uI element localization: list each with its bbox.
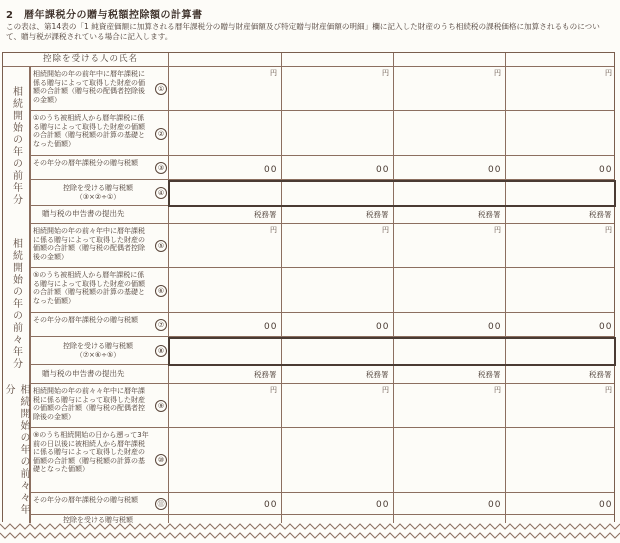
yen-unit: 円	[382, 69, 389, 77]
yen-unit: 円	[382, 386, 389, 394]
row-10: ⑨のうち相続開始の日から遡って3年前の日以後に被相続人から暦年課税に係る贈与によって取得した財産の価額の合計額（贈与税額の計算の基礎となった価額） ⑩	[30, 428, 614, 493]
yen-unit: 円	[382, 226, 389, 234]
zero-sen: 00	[599, 500, 613, 510]
yen-unit: 円	[270, 226, 277, 234]
row-6: ⑤のうち被相続人から暦年課税に係る贈与によって取得した財産の価額の合計額（贈与税額の計算の基礎となった価額） ⑥	[30, 268, 614, 313]
zero-sen: 00	[264, 322, 278, 332]
name-row-label: 控除を受ける人の氏名	[43, 54, 139, 64]
section-prior-year: 相続開始の年の前年分	[3, 67, 30, 224]
zero-sen: 00	[488, 165, 502, 175]
calculation-table	[2, 52, 615, 522]
yen-unit: 円	[494, 386, 501, 394]
tax-office-label: 税務署	[366, 210, 389, 219]
row-4-office: 贈与税の申告書の提出先	[30, 206, 614, 224]
zero-sen: 00	[376, 165, 390, 175]
yen-unit: 円	[605, 226, 612, 234]
tax-office-label: 税務署	[254, 210, 277, 219]
row-11: その年分の暦年課税分の贈与税額 ⑪	[30, 493, 614, 515]
zero-sen: 00	[599, 165, 613, 175]
row-4-amount-box[interactable]	[168, 180, 616, 207]
page-title: 2 暦年課税分の贈与税額控除額の計算書	[6, 10, 203, 21]
yen-unit: 円	[605, 69, 612, 77]
zero-sen: 00	[599, 322, 613, 332]
yen-unit: 円	[605, 386, 612, 394]
yen-unit: 円	[270, 69, 277, 77]
row-8-office: 贈与税の申告書の提出先	[30, 365, 614, 384]
zero-sen: 00	[376, 500, 390, 510]
tax-office-label: 税務署	[478, 210, 501, 219]
row-8: 控除を受ける贈与税額（⑦×⑥÷⑤） ⑧	[30, 337, 614, 365]
section-two-years-prior: 相続開始の年の前々年分	[3, 224, 30, 384]
row-12: 控除を受ける贈与税額	[63, 516, 133, 524]
row-7: その年分の暦年課税分の贈与税額 ⑦	[30, 313, 614, 337]
yen-unit: 円	[494, 69, 501, 77]
row-4: 控除を受ける贈与税額（③×②÷①） ④	[30, 180, 614, 206]
row-9: 相続開始の年の前々々年中に暦年課税に係る贈与によって取得した財産の価額の合計額（贈与税の配偶者控除後の金額） ⑨	[30, 384, 614, 428]
tax-office-label: 税務署	[254, 370, 277, 379]
zero-sen: 00	[264, 165, 278, 175]
row-2: ①のうち被相続人から暦年課税に係る贈与によって取得した財産の価額の合計額（贈与税額の計算の基礎となった価額） ②	[30, 111, 614, 156]
zero-sen: 00	[264, 500, 278, 510]
row-3: その年分の暦年課税分の贈与税額 ③	[30, 156, 614, 180]
name-row	[3, 53, 614, 67]
zero-sen: 00	[488, 322, 502, 332]
yen-unit: 円	[270, 386, 277, 394]
zero-sen: 00	[488, 500, 502, 510]
section-three-years-prior: 相続開始の年の前々々年分	[3, 384, 30, 523]
torn-edge	[0, 522, 620, 543]
tax-office-label: 税務署	[478, 370, 501, 379]
yen-unit: 円	[494, 226, 501, 234]
row-5: 相続開始の年の前々年中に暦年課税に係る贈与によって取得した財産の価額の合計額（贈与税の配偶者控除後の金額） ⑤	[30, 224, 614, 268]
row-8-amount-box[interactable]	[168, 337, 616, 366]
zero-sen: 00	[376, 322, 390, 332]
tax-office-label: 税務署	[589, 210, 612, 219]
row-1: 相続開始の年の前年中に暦年課税に係る贈与によって取得した財産の価額の合計額（贈与税の配偶者控除後の金額） ①	[30, 67, 614, 111]
tax-office-label: 税務署	[589, 370, 612, 379]
instructions-text: この表は、第14表の「1 純資産価額に加算される暦年課税分の贈与財産価額及び特定贈与財産価額の明細」欄に記入した財産のうち相続税の課税価格に加算されるものについて、贈与税が課税されている場合に記入します。	[6, 22, 600, 41]
tax-office-label: 税務署	[366, 370, 389, 379]
